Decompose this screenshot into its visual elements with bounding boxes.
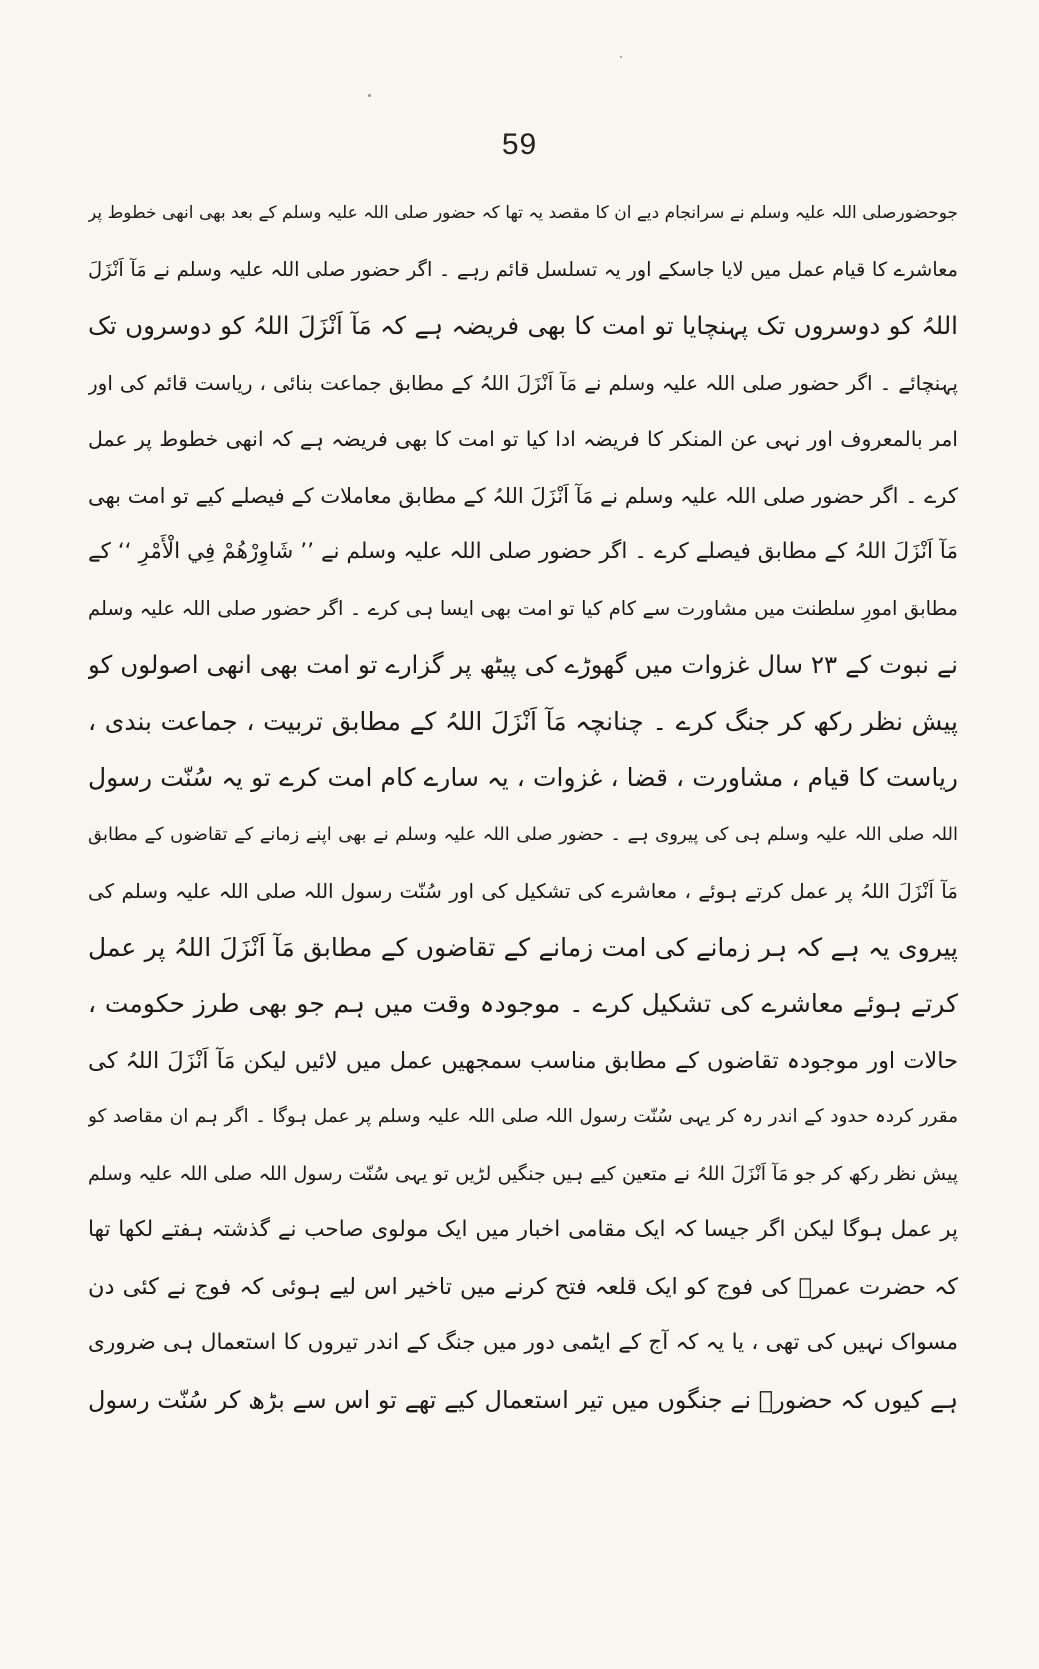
- text-line-8: مطابق امورِ سلطنت میں مشاورت سے کام کیا تو امت بھی ایسا ہی کرے ۔ اگر حضور صلی اللہ علیہ وسلم: [88, 596, 958, 620]
- text-line-15: کرتے ہوئے معاشرے کی تشکیل کرے ۔ موجودہ وقت میں ہم جو بھی طرز حکومت ،: [88, 989, 958, 1018]
- text-line-14: پیروی یہ ہے کہ ہر زمانے کی امت زمانے کے تقاضوں کے مطابق مَآ اَنْزَلَ اللہُ پر عمل: [88, 932, 958, 962]
- paper-speck: [620, 56, 622, 58]
- text-line-19: پر عمل ہوگا لیکن اگر جیسا کہ ایک مقامی اخبار میں ایک مولوی صاحب نے گذشتہ ہفتے لکھا تھا: [88, 1217, 958, 1242]
- paper-speck: [368, 94, 371, 97]
- text-line-5: امر بالمعروف اور نہی عن المنکر کا فریضہ ادا کیا تو امت کا بھی فریضہ ہے کہ انھی خطوط پر عمل: [88, 427, 958, 451]
- text-line-21: مسواک نہیں کی تھی ، یا یہ کہ آج کے ایٹمی دور میں جنگ کے اندر تیروں کا استعمال ہی ضروری: [88, 1330, 958, 1355]
- text-line-2: معاشرے کا قیام عمل میں لایا جاسکے اور یہ تسلسل قائم رہے ۔ اگر حضور صلی اللہ علیہ وسلم نے مَآ اَنْزَلَ: [88, 257, 958, 281]
- body-text: [88, 185, 958, 1428]
- text-line-13: مَآ اَنْزَلَ اللہُ پر عمل کرتے ہوئے ، معاشرے کی تشکیل کی اور سُنّت رسول اللہ صلی اللہ علیہ وسلم کی: [88, 879, 958, 903]
- text-line-20: کہ حضرت عمرؓ کی فوج کو ایک قلعہ فتح کرنے میں تاخیر اس لیے ہوئی کہ فوج نے کئی دن: [88, 1273, 958, 1300]
- text-line-4: پہنچائے ۔ اگر حضور صلی اللہ علیہ وسلم نے مَآ اَنْزَلَ اللہُ کے مطابق جماعت بنائی ، ریاست قائم کی اور: [88, 370, 958, 395]
- text-line-1: جوحضورصلی اللہ علیہ وسلم نے سرانجام دیے ان کا مقصد یہ تھا کہ حضور صلی اللہ علیہ وسلم کے بعد بھی انھی خطوط پر: [88, 203, 958, 223]
- text-line-17: مقرر کردہ حدود کے اندر رہ کر یہی سُنّت رسول اللہ صلی اللہ علیہ وسلم پر عمل ہوگا ۔ اگر ہم ان مقاصد کو: [88, 1106, 958, 1127]
- page-number: 59: [501, 128, 538, 161]
- text-line-11: ریاست کا قیام ، مشاورت ، قضا ، غزوات ، یہ سارے کام امت کرے تو یہ سُنّت رسول: [88, 763, 958, 792]
- text-line-10: پیش نظر رکھ کر جنگ کرے ۔ چنانچہ مَآ اَنْزَلَ اللہُ کے مطابق تربیت ، جماعت بندی ،: [88, 706, 958, 736]
- text-line-12: اللہ صلی اللہ علیہ وسلم ہی کی پیروی ہے ۔ حضور صلی اللہ علیہ وسلم نے بھی اپنے زمانے کے تقاضوں کے مطابق: [88, 823, 958, 845]
- text-line-7: مَآ اَنْزَلَ اللہُ کے مطابق فیصلے کرے ۔ اگر حضور صلی اللہ علیہ وسلم نے ’’ شَاوِرْهُمْ فِي الْأَمْرِ ‘‘ کے: [88, 539, 958, 564]
- text-line-18: پیش نظر رکھ کر جو مَآ اَنْزَلَ اللہُ نے متعین کیے ہیں جنگیں لڑیں تو یہی سُنّت رسول اللہ صلی اللہ علیہ وسلم: [88, 1162, 958, 1185]
- text-line-6: کرے ۔ اگر حضور صلی اللہ علیہ وسلم نے مَآ اَنْزَلَ اللہُ کے مطابق معاملات کے فیصلے کیے تو امت بھی: [88, 483, 958, 508]
- text-line-16: حالات اور موجودہ تقاضوں کے مطابق مناسب سمجھیں عمل میں لائیں لیکن مَآ اَنْزَلَ اللہُ کی: [88, 1047, 958, 1074]
- text-line-3: اللہُ کو دوسروں تک پہنچایا تو امت کا بھی فریضہ ہے کہ مَآ اَنْزَلَ اللہُ کو دوسروں تک: [88, 311, 958, 340]
- text-line-22: ہے کیوں کہ حضورؐ نے جنگوں میں تیر استعمال کیے تھے تو اس سے بڑھ کر سُنّت رسول: [88, 1385, 958, 1414]
- text-line-9: نے نبوت کے ۲۳ سال غزوات میں گھوڑے کی پیٹھ پر گزارے تو امت بھی انھی اصولوں کو: [88, 650, 958, 679]
